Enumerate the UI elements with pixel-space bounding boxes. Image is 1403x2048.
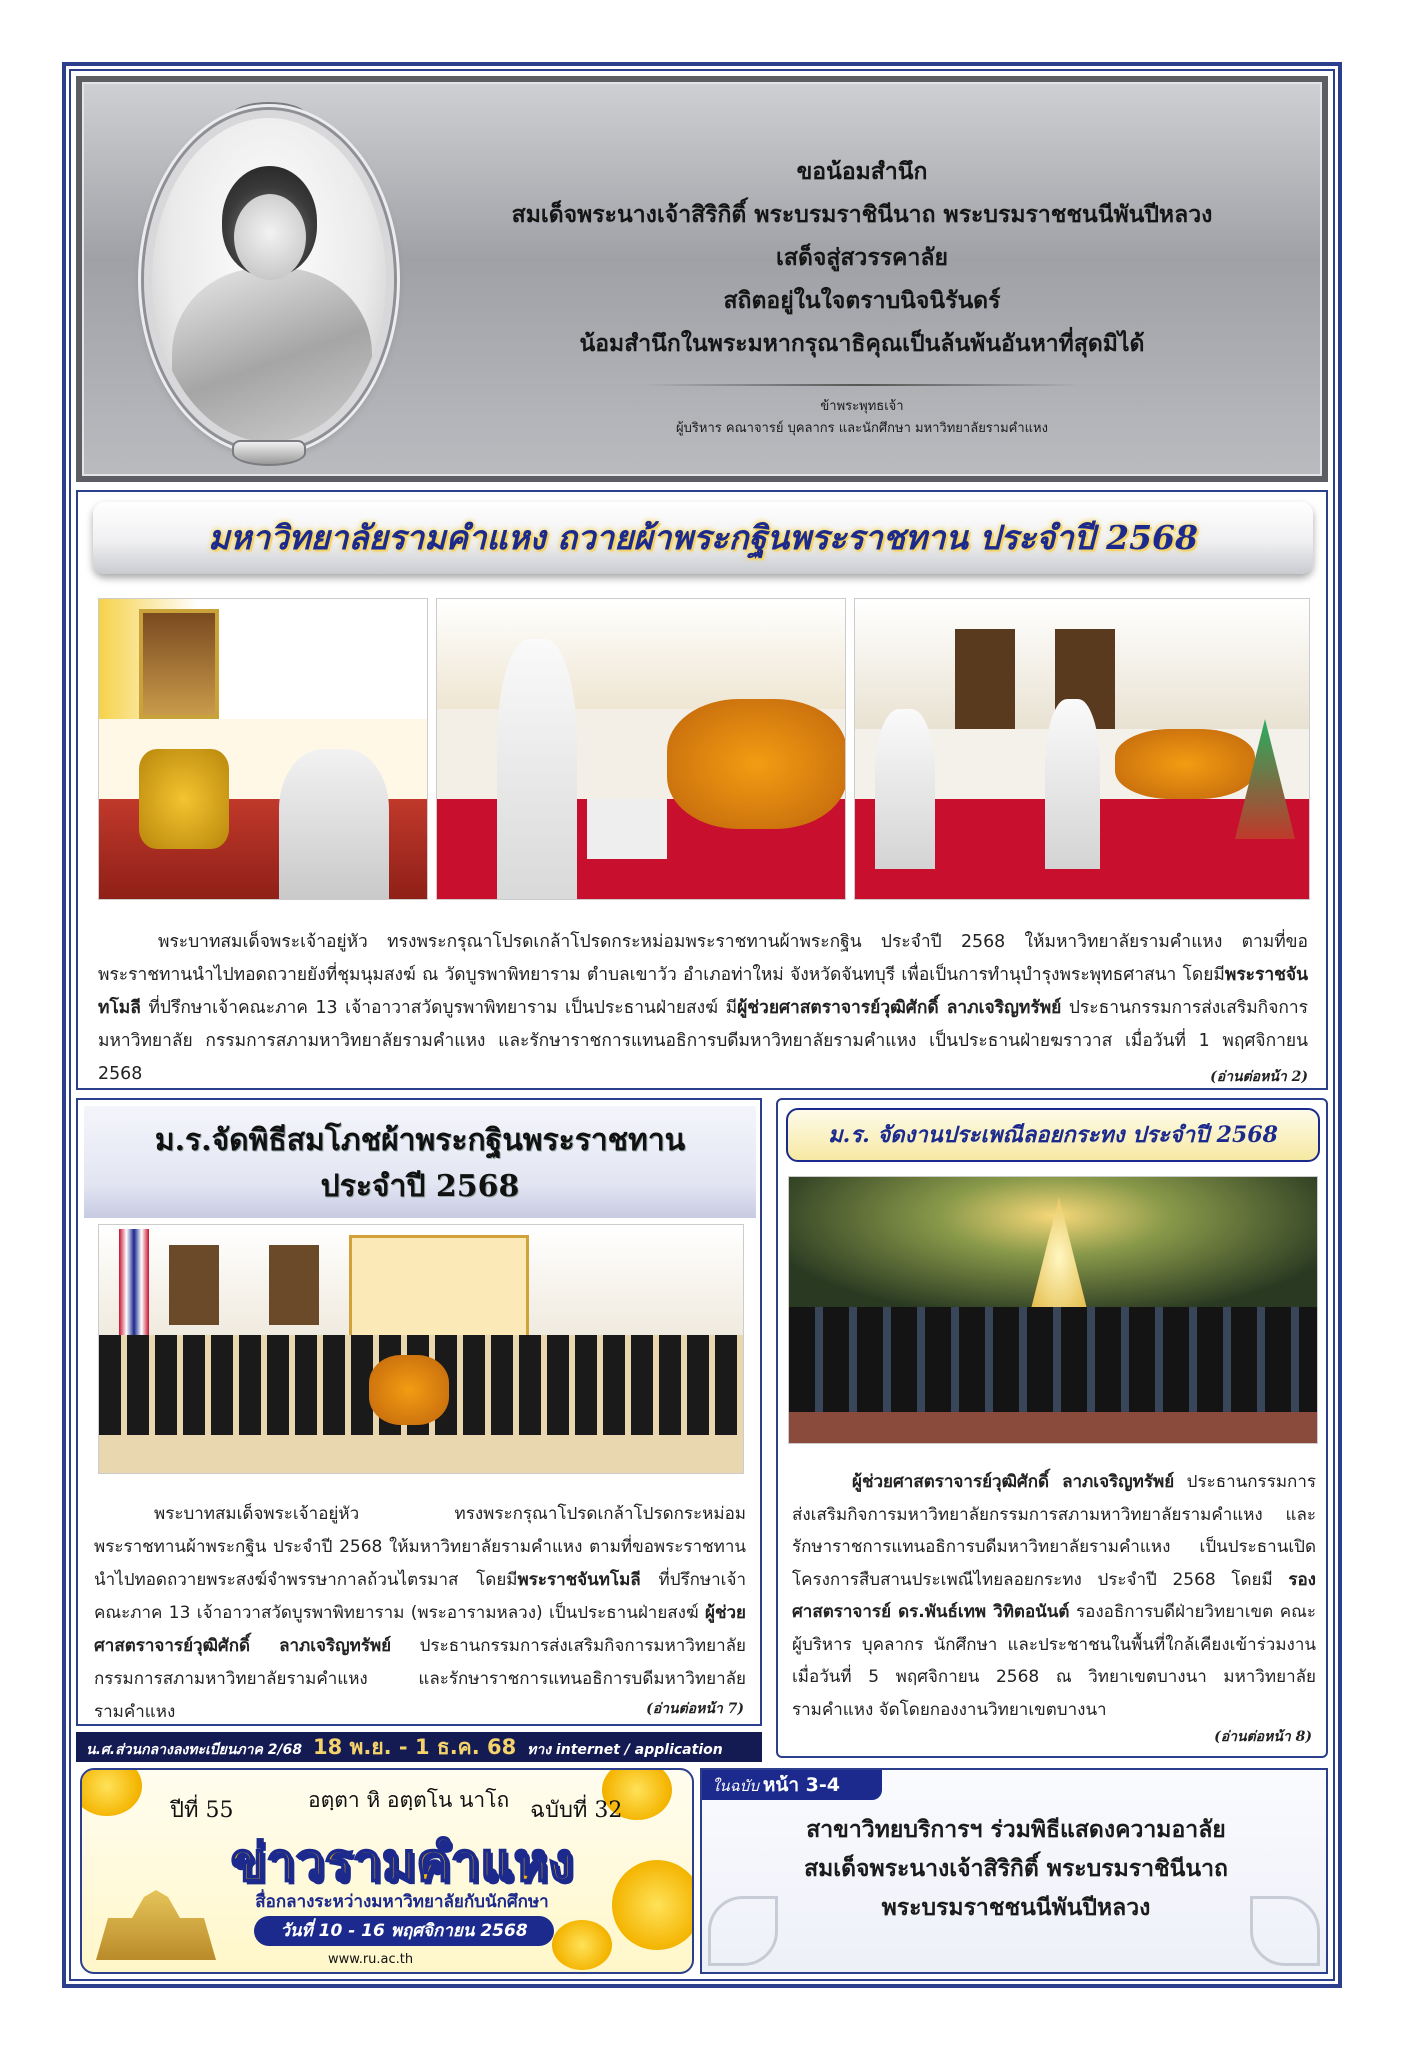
newspaper-name: ข่าวรามคำแหง: [230, 1832, 574, 1893]
in-this-issue[interactable]: [700, 1768, 1328, 1974]
issue-date: วันที่ 10 - 16 พฤศจิกายน 2568: [254, 1916, 554, 1946]
memorial-line: เสด็จสู่สวรรคาลัย: [776, 244, 948, 271]
registration-strip: [76, 1732, 762, 1762]
somphot-article: [76, 1098, 762, 1726]
kathin-article: [76, 490, 1328, 1090]
in-this-issue-tab: ในฉบับ หน้า 3-4: [702, 1770, 882, 1800]
memorial-divider: [642, 384, 1082, 386]
loy-krathong-body: ผู้ช่วยศาสตราจารย์วุฒิศักดิ์ ลาภเจริญทรัพย์ ประธานกรรมการส่งเสริมกิจการมหาวิทยาลัยกรรมการสภามหาวิทยาลัยรามคำแหง และรักษาราชการแทนอธิการบดีมหาวิทยาลัยรามคำแหง เป็นประธานเปิดโครงการสืบสานประเพณีไทยลอยกระทง ประจำปี 2568 โดยมี รองศาสตราจารย์ ดร.พันธ์เทพ วิทิตอนันต์ รองอธิการบดีฝ่ายวิทยาเขต คณะผู้บริหาร บุคลากร นักศึกษา และประชาชนในพื้นที่ใกล้เคียงเข้าร่วมงาน เมื่อวันที่ 5 พฤศจิกายน 2568 ณ วิทยาเขตบางนา มหาวิทยาลัยรามคำแหง จัดโดยกองงานวิทยาเขตบางนา: [792, 1472, 1316, 1720]
website-link[interactable]: www.ru.ac.th: [328, 1952, 414, 1967]
loy-krathong-continue-link[interactable]: (อ่านต่อหน้า 8): [1214, 1729, 1312, 1745]
memorial-line: สถิตอยู่ในใจตราบนิจนิรันดร์: [723, 287, 1001, 314]
kathin-photo-3[interactable]: [854, 598, 1310, 900]
kathin-photo-2[interactable]: [436, 598, 846, 900]
in-this-issue-line: พระบรมราชชนนีพันปีหลวง: [881, 1894, 1151, 1921]
memorial-signature: [412, 396, 1312, 440]
kathin-headline: มหาวิทยาลัยรามคำแหง ถวายผ้าพระกฐินพระราชทาน ประจำปี 2568: [93, 502, 1313, 574]
somphot-continue-link[interactable]: (อ่านต่อหน้า 7): [646, 1701, 744, 1717]
queen-portrait: [144, 110, 394, 450]
memorial-banner: [76, 76, 1328, 482]
newspaper-masthead: [80, 1768, 694, 1974]
somphot-headline: [84, 1106, 756, 1218]
corner-ornament: [708, 1896, 778, 1966]
somphot-headline-line-2: ประจำปี 2568: [320, 1169, 520, 1204]
memorial-line: น้อมสำนึกในพระมหากรุณาธิคุณเป็นล้นพ้นอันหาที่สุดมิได้: [579, 330, 1145, 357]
volume-number: ปีที่ 55: [170, 1798, 234, 1823]
kathin-photo-1[interactable]: [98, 598, 428, 900]
memorial-message: [412, 150, 1312, 365]
in-this-issue-line: สาขาวิทยบริการฯ ร่วมพิธีแสดงความอาลัย: [806, 1816, 1226, 1843]
somphot-headline-line-1: ม.ร.จัดพิธีสมโภชผ้าพระกฐินพระราชทาน: [154, 1123, 686, 1158]
signature-line-2: ผู้บริหาร คณาจารย์ บุคลากร และนักศึกษา มหาวิทยาลัยรามคำแหง: [676, 421, 1048, 436]
in-this-issue-headline: [712, 1810, 1320, 1927]
registration-prefix: น.ศ.ส่วนกลางลงทะเบียนภาค 2/68: [86, 1742, 303, 1758]
kathin-continue-link[interactable]: (อ่านต่อหน้า 2): [1210, 1069, 1308, 1085]
corner-ornament: [1250, 1896, 1320, 1966]
loy-krathong-photo[interactable]: [788, 1176, 1318, 1444]
loy-krathong-article: [776, 1098, 1328, 1758]
memorial-line: ขอน้อมสำนึก: [796, 158, 928, 185]
newspaper-tagline: สื่อกลางระหว่างมหาวิทยาลัยกับนักศึกษา: [255, 1892, 549, 1912]
memorial-line: สมเด็จพระนางเจ้าสิริกิติ์ พระบรมราชินีนาถ พระบรมราชชนนีพันปีหลวง: [511, 201, 1213, 228]
somphot-photo[interactable]: [98, 1224, 744, 1474]
flower-decoration: [80, 1768, 142, 1816]
university-motto: อตฺตา หิ อตฺตโน นาโถ: [308, 1788, 510, 1812]
loy-krathong-headline: ม.ร. จัดงานประเพณีลอยกระทง ประจำปี 2568: [786, 1108, 1320, 1162]
somphot-body: พระบาทสมเด็จพระเจ้าอยู่หัว ทรงพระกรุณาโปรดเกล้าโปรดกระหม่อมพระราชทานผ้าพระกฐิน ประจำปี 2568 ให้มหาวิทยาลัยรามคำแหง ตามที่ขอพระราชทานนำไปทอดถวายพระสงฆ์จำพรรษากาลถ้วนไตรมาส โดยมีพระราชจันทโมลี ที่ปรึกษาเจ้าคณะภาค 13 เจ้าอาวาสวัดบูรพาพิทยาราม (พระอารามหลวง) เป็นประธานฝ่ายสงฆ์ ผู้ช่วยศาสตราจารย์วุฒิศักดิ์ ลาภเจริญทรัพย์ ประธานกรรมการส่งเสริมกิจการมหาวิทยาลัย กรรมการสภามหาวิทยาลัยรามคำแหง และรักษาราชการแทนอธิการบดีมหาวิทยาลัยรามคำแหง: [94, 1504, 746, 1722]
flower-decoration: [552, 1920, 612, 1970]
kathin-body: พระบาทสมเด็จพระเจ้าอยู่หัว ทรงพระกรุณาโปรดเกล้าโปรดกระหม่อมพระราชทานผ้าพระกฐิน ประจำปี 2568 ให้มหาวิทยาลัยรามคำแหง ตามที่ขอพระราชทานนำไปทอดถวายยังที่ชุมนุมสงฆ์ ณ วัดบูรพาพิทยาราม ตำบลเขาวัว อำเภอท่าใหม่ จังหวัดจันทบุรี เพื่อเป็นการทำนุบำรุงพระพุทธศาสนา โดยมีพระราชจันทโมลี ที่ปรึกษาเจ้าคณะภาค 13 เจ้าอาวาสวัดบูรพาพิทยาราม เป็นประธานฝ่ายสงฆ์ มีผู้ช่วยศาสตราจารย์วุฒิศักดิ์ ลาภเจริญทรัพย์ ประธานกรรมการส่งเสริมกิจการมหาวิทยาลัย กรรมการสภามหาวิทยาลัยรามคำแหง และรักษาราชการแทนอธิการบดีมหาวิทยาลัยรามคำแหง เป็นประธานฝ่ายฆราวาส เมื่อวันที่ 1 พฤศจิกายน 2568: [98, 932, 1309, 1084]
frame-crest-bottom: [232, 440, 306, 466]
registration-dates: 18 พ.ย. - 1 ธ.ค. 68: [312, 1735, 517, 1759]
flower-decoration: [612, 1860, 694, 1950]
signature-line-1: ข้าพระพุทธเจ้า: [820, 399, 904, 414]
in-this-issue-line: สมเด็จพระนางเจ้าสิริกิติ์ พระบรมราชินีนาถ: [804, 1855, 1228, 1882]
issue-number: ฉบับที่ 32: [530, 1798, 623, 1823]
registration-suffix: ทาง internet / application: [527, 1742, 723, 1758]
